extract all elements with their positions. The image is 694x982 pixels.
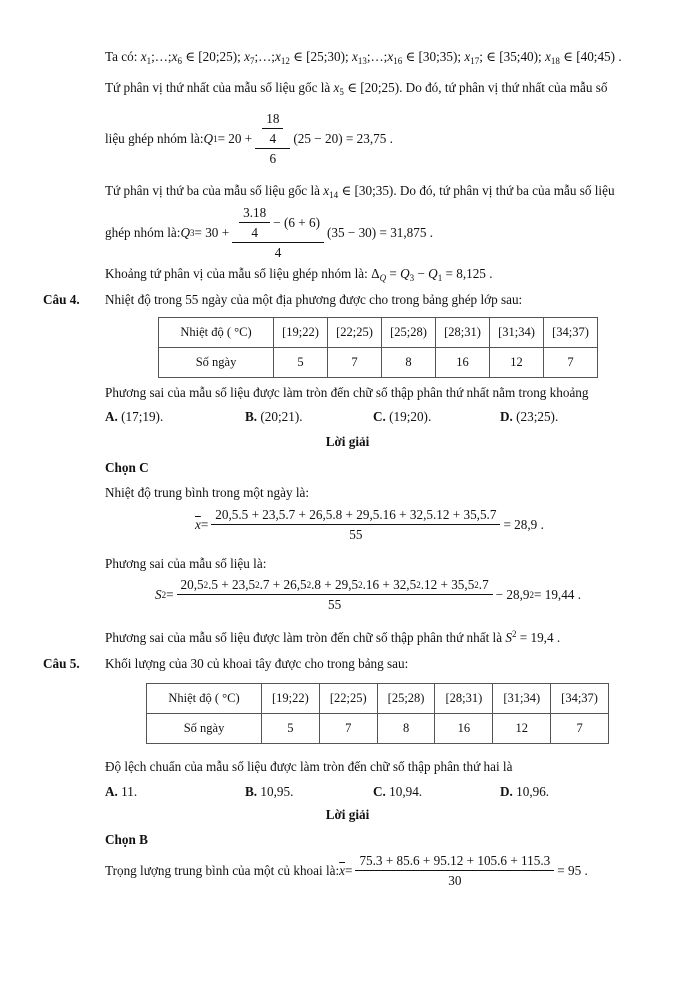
- question-4-row: [43, 291, 522, 308]
- option-b: B. 10,95.: [245, 784, 294, 799]
- table-cell: [25;28): [377, 684, 435, 714]
- option-d: D. (23;25).: [500, 409, 559, 424]
- table-cell: 5: [274, 348, 328, 378]
- table-cell: [19;22): [262, 684, 320, 714]
- table-header-label: Nhiệt độ ( °C): [159, 318, 274, 348]
- table-row: [147, 684, 609, 714]
- question-5-row: [43, 655, 408, 672]
- table-cell: 7: [319, 714, 377, 744]
- option-a: A. 11.: [105, 784, 138, 799]
- question-5-label: Câu 5.: [43, 656, 80, 671]
- table-cell: 12: [493, 714, 551, 744]
- table-cell: [28;31): [436, 318, 490, 348]
- table-cell: [22;25): [319, 684, 377, 714]
- table-header-label: Nhiệt độ ( °C): [147, 684, 262, 714]
- option-d: D. 10,96.: [500, 784, 550, 799]
- table-cell: 8: [377, 714, 435, 744]
- question-5-options: [105, 783, 549, 800]
- formula-variance-4: S 2 = 20,5 2 .5 + 23,5 2 .7 + 26,5 2 .8 + 29,5 2 .16 + 32,5 2 .12 + 35,5 2 .7 55 − 28,9 2 = 19,44 .: [155, 577, 581, 612]
- fraction: $\frac{20,5.5 + 23,5.7 + 26,5.8 + 29,5.16 + 32,5.12 + 35,5.7}{55}$: [211, 506, 500, 543]
- fraction: 20,5 2 .5 + 23,5 2 .7 + 26,5 2 .8 + 29,5 2 .16 + 32,5 2 .12 + 35,5 2 .7 55: [177, 576, 493, 613]
- table-row-label: Số ngày: [159, 348, 274, 378]
- option-b: B. (20;21).: [245, 409, 303, 424]
- table-row: [159, 348, 598, 378]
- question-4-prompt: Phương sai của mẫu số liệu được làm tròn đến chữ số thập phân thứ nhất nằm trong khoảng: [105, 385, 589, 400]
- cau4-frequency-table: [158, 317, 598, 378]
- table-cell: 7: [544, 348, 598, 378]
- table-cell: [19;22): [274, 318, 328, 348]
- table-cell: 12: [490, 348, 544, 378]
- table-row-label: Số ngày: [147, 714, 262, 744]
- table-cell: [22;25): [328, 318, 382, 348]
- question-4-text: Nhiệt độ trong 55 ngày của một địa phương được cho trong bảng ghép lớp sau:: [105, 292, 523, 307]
- loi-giai-heading-4: Lời giải: [325, 434, 370, 449]
- formula-q3: ghép nhóm là: Q 3 = 30 + $\frac{3.18}{4}$ − (6 + 6) 4 (35 − 30) = 31,875 .: [105, 205, 434, 260]
- solution-4-text-1: Nhiệt độ trung bình trong một ngày là:: [105, 485, 310, 500]
- table-cell: [34;37): [551, 684, 609, 714]
- option-a: A. (17;19).: [105, 409, 164, 424]
- formula-mean-5: Trọng lượng trung bình của một củ khoai là: $\overline{x}$ = $\frac{75.3 + 85.6 + 95.12 + 105.6 + 115.3}{30}$ = 95 .: [105, 853, 588, 888]
- chosen-answer-5: Chọn B: [105, 832, 148, 847]
- table-cell: [34;37): [544, 318, 598, 348]
- solution-line-iqr: Khoảng tứ phân vị của mẫu số liệu ghép nhóm là: $\Delta_Q = Q_3 - Q_1 = 8,125$ .: [105, 266, 493, 283]
- fraction: $\frac{18}{4}$: [262, 110, 283, 147]
- formula-mean-4: $\overline{x}$ = $\frac{20,5.5 + 23,5.7 + 26,5.8 + 29,5.16 + 32,5.12 + 35,5.7}{55}$ = 28,9 .: [195, 507, 544, 542]
- table-cell: 8: [382, 348, 436, 378]
- fraction: $\frac{3.18}{4}$: [239, 204, 270, 241]
- table-cell: 7: [551, 714, 609, 744]
- table-row: [147, 714, 609, 744]
- table-cell: [28;31): [435, 684, 493, 714]
- solution-line-q1-intro: Tứ phân vị thứ nhất của mẫu số liệu gốc là $x_5$ ∈ [20;25). Do đó, tứ phân vị thứ nhất của mẫu số: [105, 80, 608, 97]
- table-cell: 7: [328, 348, 382, 378]
- solution-4-text-2: Phương sai của mẫu số liệu là:: [105, 556, 267, 571]
- option-c: C. 10,94.: [373, 784, 423, 799]
- table-cell: [25;28): [382, 318, 436, 348]
- question-4-options: [105, 408, 558, 425]
- cau5-frequency-table: [146, 683, 609, 744]
- table-cell: 16: [436, 348, 490, 378]
- question-4-label: Câu 4.: [43, 292, 80, 307]
- fraction: $\frac{3.18}{4}$ − (6 + 6) 4: [232, 204, 324, 261]
- table-row: [159, 318, 598, 348]
- loi-giai-heading-5: Lời giải: [325, 807, 370, 822]
- fraction: $\frac{75.3 + 85.6 + 95.12 + 105.6 + 115.3}{30}$: [355, 852, 554, 889]
- table-cell: [31;34): [493, 684, 551, 714]
- table-cell: 5: [262, 714, 320, 744]
- solution-line-given: Ta có: $x_1;\dots;x_6$ ∈ [20;25); $x_7;\dots;x_{12}$ ∈ [25;30); $x_{13};\dots;x_{16}$ ∈ [30;35); $x_{17}$; ∈ [35;40); $x_{18}$ ∈ [40;45) .: [105, 49, 622, 66]
- question-5-prompt: Độ lệch chuẩn của mẫu số liệu được làm tròn đến chữ số thập phân thứ hai là: [105, 759, 513, 774]
- question-5-text: Khối lượng của 30 củ khoai tây được cho trong bảng sau:: [105, 656, 409, 671]
- solution-4-text-3: Phương sai của mẫu số liệu được làm tròn đến chữ số thập phân thứ nhất là $S^2 = 19,4$ .: [105, 629, 561, 645]
- chosen-answer-4: Chọn C: [105, 460, 149, 475]
- fraction: $\frac{\frac{18}{4}}{6}$: [255, 110, 290, 167]
- formula-q1: liệu ghép nhóm là: Q 1 = 20 + $\frac{\frac{18}{4}}{6}$ (25 − 20) = 23,75 .: [105, 111, 393, 166]
- option-c: C. (19;20).: [373, 409, 432, 424]
- solution-line-q3-intro: Tứ phân vị thứ ba của mẫu số liệu gốc là $x_{14}$ ∈ [30;35). Do đó, tứ phân vị thứ ba của mẫu số liệu: [105, 183, 615, 200]
- table-cell: [31;34): [490, 318, 544, 348]
- table-cell: 16: [435, 714, 493, 744]
